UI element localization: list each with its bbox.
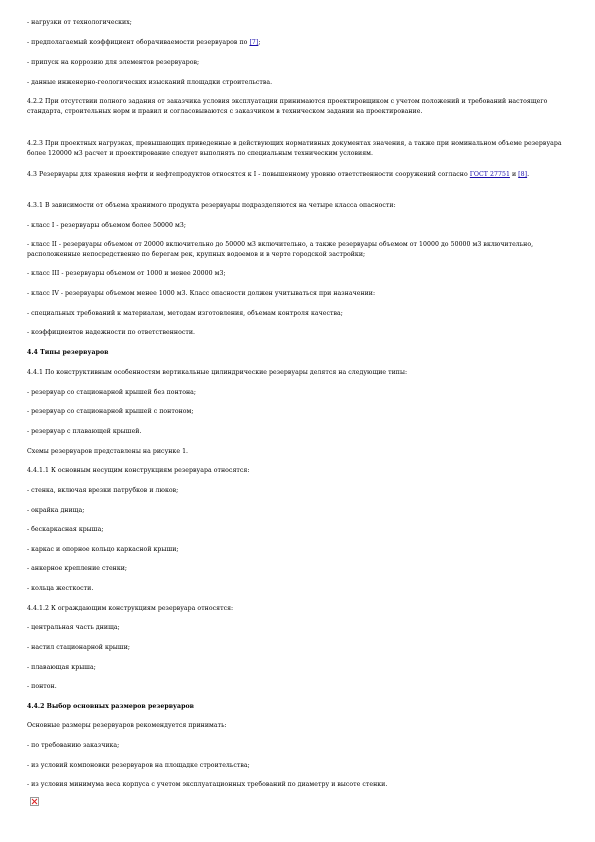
paragraph: - бескаркасная крыша; xyxy=(27,526,104,533)
paragraph: 4.4.1 По конструктивным особенностям вертикальные цилиндрические резервуары делятся на следующие типы: xyxy=(27,369,408,376)
paragraph: - класс III - резервуары объемом от 1000 и менее 20000 м3; xyxy=(27,270,226,277)
paragraph: - окрайка днища; xyxy=(27,507,85,514)
paragraph: - кольца жесткости. xyxy=(27,585,94,592)
paragraph: 4.2.2 При отсутствии полного задания от заказчика условия эксплуатации принимаются проектировщиком с учетом положений и требований настоящего стандарта, строительных норм и правил и согласовываются с заказчиком в техническом задании на проектирование. xyxy=(27,98,548,115)
paragraph: - по требованию заказчика; xyxy=(27,742,120,749)
paragraph: - данные инженерно-геологических изысканий площадки строительства. xyxy=(27,79,273,86)
paragraph: - резервуар со стационарной крышей без понтона; xyxy=(27,389,197,396)
paragraph: - нагрузки от технологических; xyxy=(27,19,132,26)
paragraph: - центральная часть днища; xyxy=(27,624,120,631)
paragraph: - коэффициентов надежности по ответственности. xyxy=(27,329,196,336)
paragraph: - специальных требований к материалам, методам изготовления, объемам контроля качества; xyxy=(27,310,343,317)
paragraph-text: и xyxy=(509,171,519,178)
paragraph: - класс I - резервуары объемом более 50000 м3; xyxy=(27,222,187,229)
paragraph: - из условия минимума веса корпуса с учетом эксплуатационных требований по диаметру и высоте стенки. xyxy=(27,781,388,788)
paragraph: - понтон. xyxy=(27,683,57,690)
paragraph-text: . xyxy=(527,171,530,178)
broken-image-icon[interactable] xyxy=(30,797,39,806)
paragraph: Основные размеры резервуаров рекомендуется принимать: xyxy=(27,722,227,729)
paragraph xyxy=(27,38,573,48)
paragraph: - анкерное крепление стенки; xyxy=(27,565,128,572)
reference-link-8[interactable]: [8] xyxy=(518,171,528,178)
paragraph: - класс II - резервуары объемом от 20000 включительно до 50000 м3 включительно, а также резервуары объемом от 10000 до 50000 м3 включительно, расположенные непосредственно по берегам рек, крупных водоемов и в черте городской застройки; xyxy=(27,241,534,258)
paragraph: Схемы резервуаров представлены на рисунке 1. xyxy=(27,448,189,455)
reference-link-7[interactable]: [7] xyxy=(249,39,259,46)
paragraph: - стенка, включая врезки патрубков и люков; xyxy=(27,487,179,494)
paragraph: - класс IV - резервуары объемом менее 1000 м3. Класс опасности должен учитываться при назначении: xyxy=(27,290,376,297)
paragraph-text: 4.3 Резервуары для хранения нефти и нефтепродуктов относятся к I - повышенному уровню ответственности сооружений согласно xyxy=(27,171,470,178)
paragraph xyxy=(27,170,573,180)
paragraph: 4.2.3 При проектных нагрузках, превышающих приведенные в действующих нормативных документах значения, а также при номинальном объеме резервуара более 120000 м3 расчет и проектирование следует выполнять по специальным техническим условиям. xyxy=(27,140,562,157)
paragraph: - каркас и опорное кольцо каркасной крыши; xyxy=(27,546,179,553)
paragraph-text: ; xyxy=(258,39,261,46)
gost-link[interactable]: ГОСТ 27751 xyxy=(469,171,510,178)
paragraph: 4.4.1.1 К основным несущим конструкциям резервуара относятся: xyxy=(27,467,250,474)
paragraph: 4.4.1.2 К ограждающим конструкциям резервуара относятся: xyxy=(27,605,234,612)
paragraph: - резервуар с плавающей крышей. xyxy=(27,428,142,435)
paragraph: - плавающая крыша; xyxy=(27,664,96,671)
paragraph: - настил стационарной крыши; xyxy=(27,644,131,651)
paragraph: - из условий компоновки резервуаров на площадке строительства; xyxy=(27,762,250,769)
paragraph: - резервуар со стационарной крышей с понтоном; xyxy=(27,408,194,415)
paragraph: - припуск на коррозию для элементов резервуаров; xyxy=(27,59,200,66)
paragraph: 4.3.1 В зависимости от объема хранимого продукта резервуары подразделяются на четыре класса опасности: xyxy=(27,202,396,209)
paragraph-text: - предполагаемый коэффициент оборачиваемости резервуаров по xyxy=(27,39,250,46)
section-heading: 4.4.2 Выбор основных размеров резервуаров xyxy=(27,703,195,710)
section-heading: 4.4 Типы резервуаров xyxy=(27,349,109,356)
